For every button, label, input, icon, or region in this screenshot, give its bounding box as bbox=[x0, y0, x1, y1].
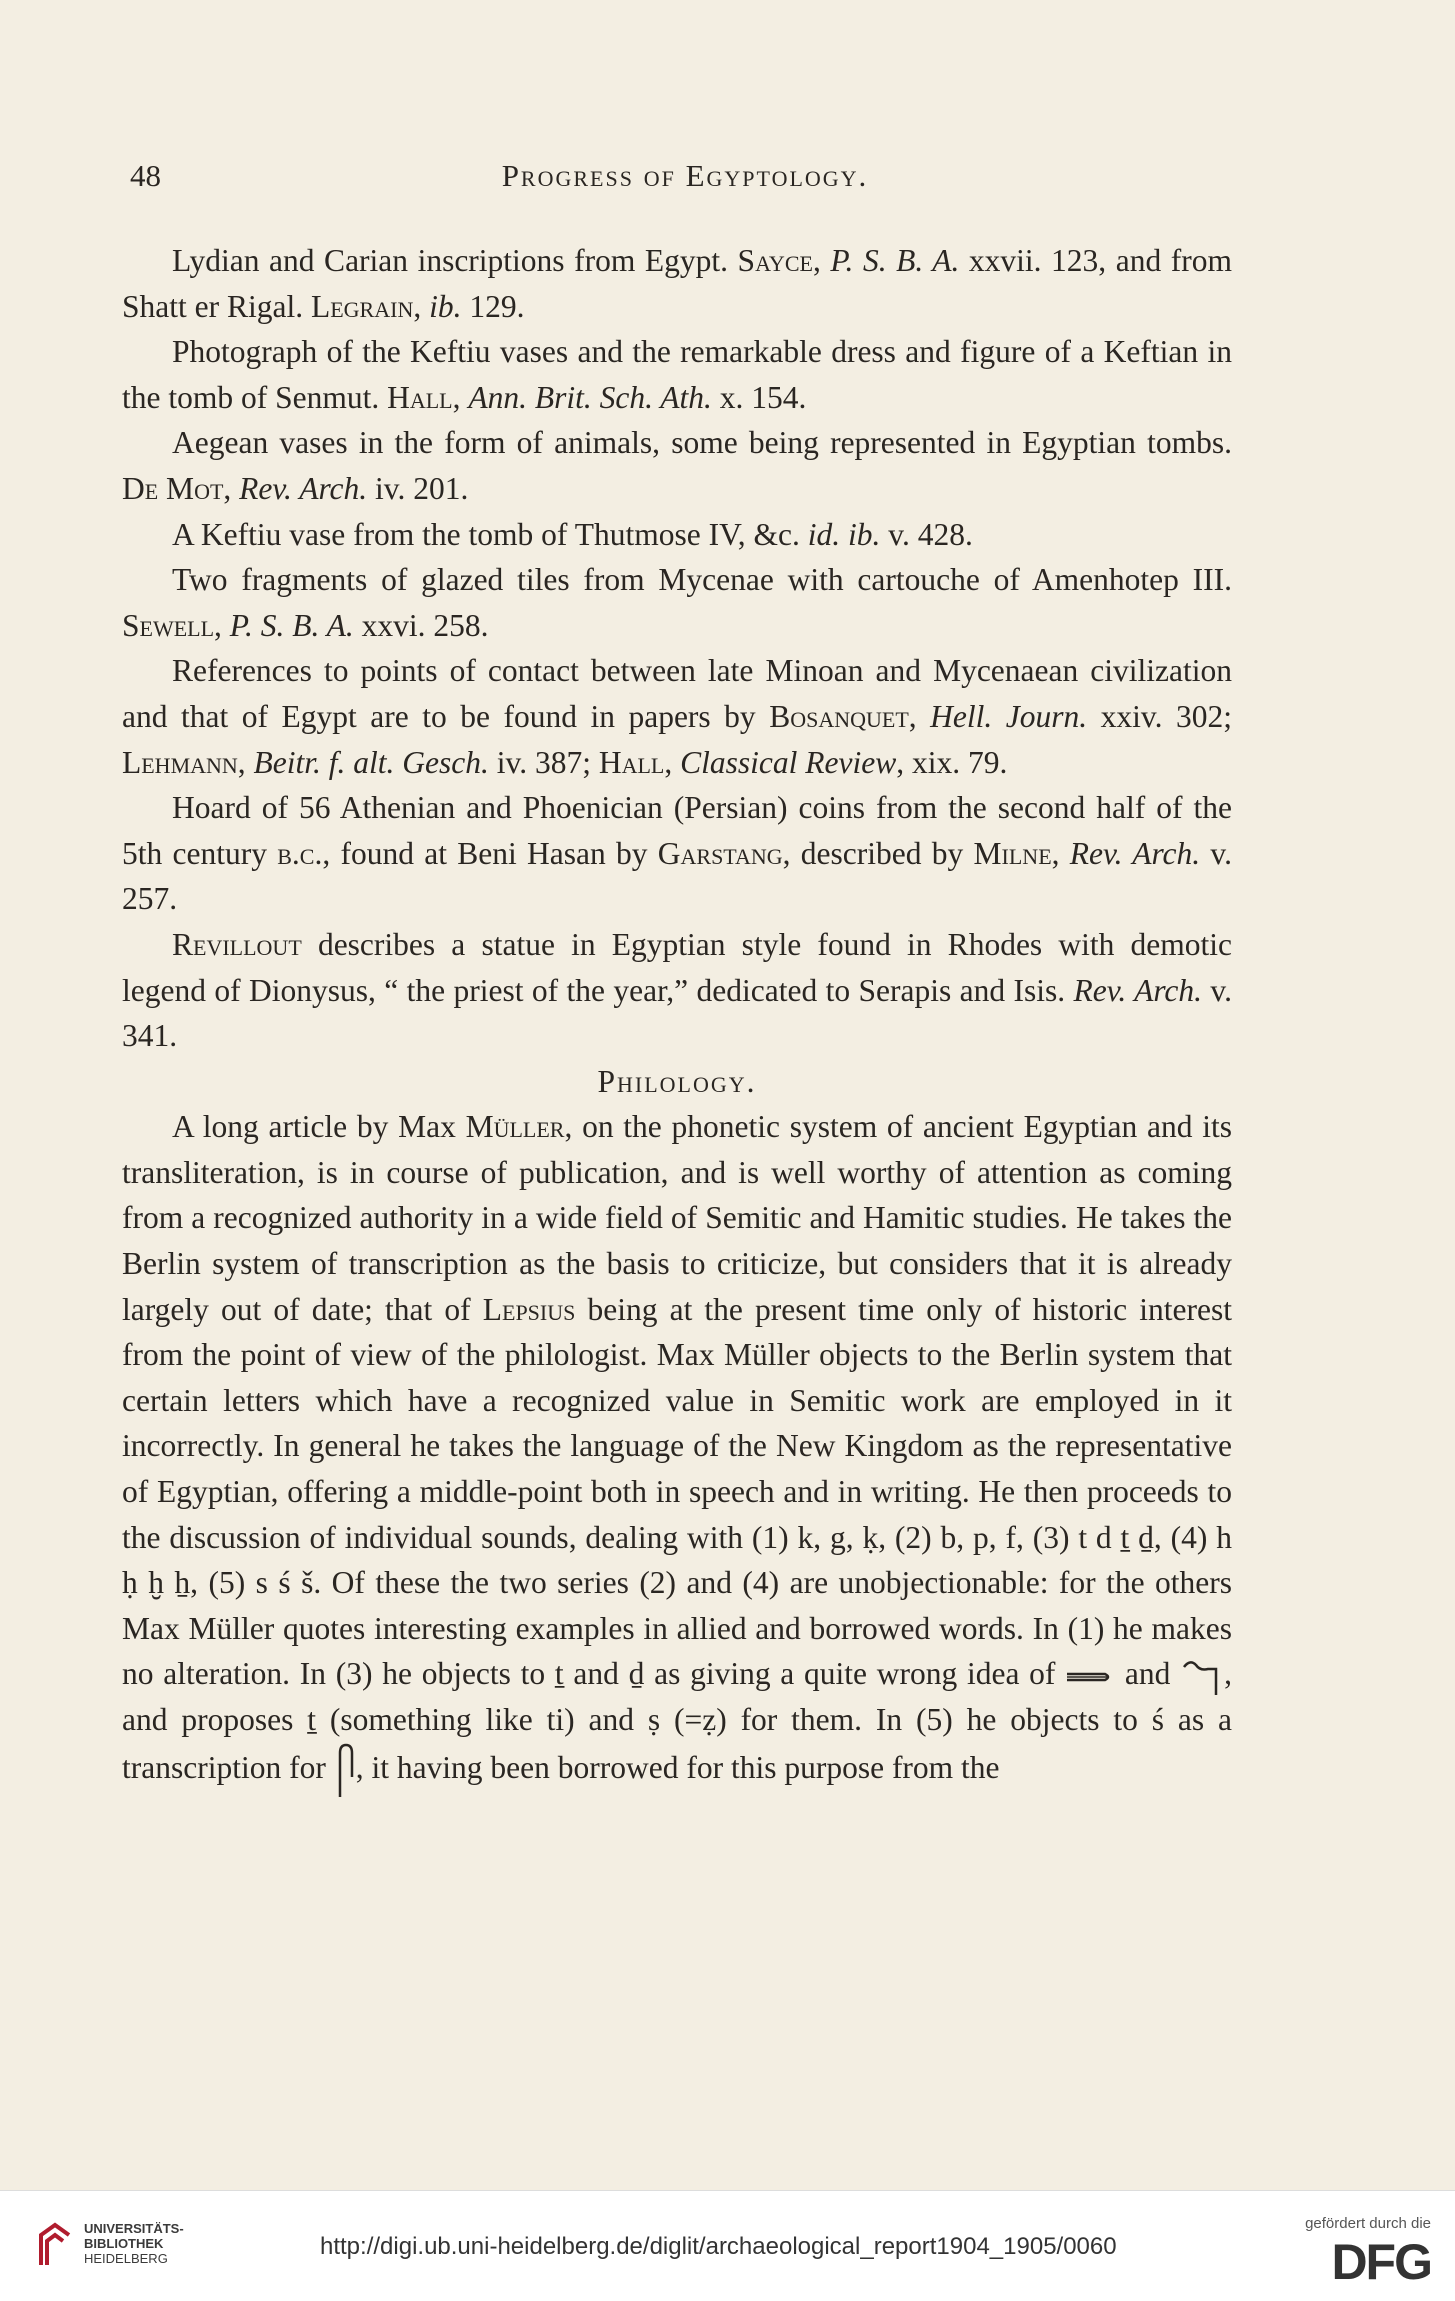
paragraph-references: References to points of contact between late Minoan and Mycenaean civilization and that of Egypt are to be found in papers by Bosanquet, Hell. Journ. xxiv. 302; Lehmann, Beitr. f. alt. Gesch. iv. 387; Hall, Classical Review, xix. 79. bbox=[122, 653, 1232, 780]
dfg-logo: DFG bbox=[1331, 2234, 1431, 2290]
paragraph-hoard: Hoard of 56 Athenian and Phoenician (Persian) coins from the second half of the 5th century b.c., found at Beni Hasan by Garstang, described by Milne, Rev. Arch. v. 257. bbox=[122, 790, 1233, 917]
running-title: Progress of Egyptology. bbox=[501, 158, 869, 193]
hieroglyph-cobra-icon bbox=[1180, 1657, 1224, 1697]
entry-aegean-vases: Aegean vases in the form of animals, some being represented in Egyptian tombs. De Mot, Rev. Arch. iv. 201. bbox=[122, 425, 1232, 506]
paragraph-philology: A long article by Max Müller, on the phonetic system of ancient Egyptian and its transliteration, is in course of publication, and is well worthy of attention as coming from a recognized authority in a wide field of Semitic and Hamitic studies. He takes the Berlin system of transcription as the basis to criticize, but considers that it is already largely out of date; that of Lepsius being at the present time only of historic interest from the point of view of the philologist. Max Müller objects to the Berlin system that certain letters which have a recognized value in Semitic work are employed in it incorrectly. In general he takes the language of the New Kingdom as the representative of Egyptian, offering a middle-point both in speech and in writing. He then proceeds to the discussion of individual sounds, dealing with (1) k, g, ḳ, (2) b, p, f, (3) t d ṯ ḏ, (4) h ḥ ḫ ẖ, (5) s ś š. Of these the two series (2) and (4) are unobjectionable: for the others Max Müller quotes interesting examples in allied and borrowed words. In (1) he makes no alteration. In (3) he objects to ṯ and ḏ as giving a quite wrong idea of and , and proposes ṯ (something like ti) and ṣ (=ẓ) for them. In (5) he objects to ś as a transcription for , it having been borrowed for this purpose from the bbox=[122, 1104, 1232, 1798]
entry-glazed-tiles: Two fragments of glazed tiles from Mycenae with cartouche of Amenhotep III. Sewell, P. S. B. A. xxvi. 258. bbox=[122, 562, 1232, 643]
page-number: 48 bbox=[130, 158, 161, 193]
hieroglyph-tether-icon bbox=[1065, 1668, 1115, 1686]
funded-by-label: gefördert durch die bbox=[1305, 2215, 1431, 2232]
entry-keftiu-vase: A Keftiu vase from the tomb of Thutmose IV, &c. id. ib. v. 428. bbox=[172, 516, 973, 552]
digitization-footer bbox=[0, 2190, 1455, 2301]
paragraph-revillout: Revillout describes a statue in Egyptian style found in Rhodes with demotic legend of Dionysus, “ the priest of the year,” dedicated to Serapis and Isis. Rev. Arch. v. 341. bbox=[122, 926, 1232, 1054]
page-header bbox=[130, 158, 1240, 208]
library-name: UNIVERSITÄTS- BIBLIOTHEK HEIDELBERG bbox=[84, 2221, 184, 2266]
university-library-logo-icon bbox=[35, 2221, 75, 2269]
entry-keftiu-photograph: Photograph of the Keftiu vases and the remarkable dress and figure of a Keftian in the tomb of Senmut. Hall, Ann. Brit. Sch. Ath. x. 154. bbox=[122, 334, 1232, 415]
permalink-url[interactable]: http://digi.ub.uni-heidelberg.de/diglit/archaeological_report1904_1905/0060 bbox=[320, 2233, 1117, 2260]
body-text bbox=[122, 238, 1232, 1799]
hieroglyph-folded-cloth-icon bbox=[334, 1743, 356, 1799]
entry-lydian: Lydian and Carian inscriptions from Egypt. Sayce, P. S. B. A. xxvii. 123, and from Shatt er Rigal. Legrain, ib. 129. bbox=[122, 243, 1232, 324]
section-heading-philology: Philology. bbox=[597, 1063, 757, 1099]
